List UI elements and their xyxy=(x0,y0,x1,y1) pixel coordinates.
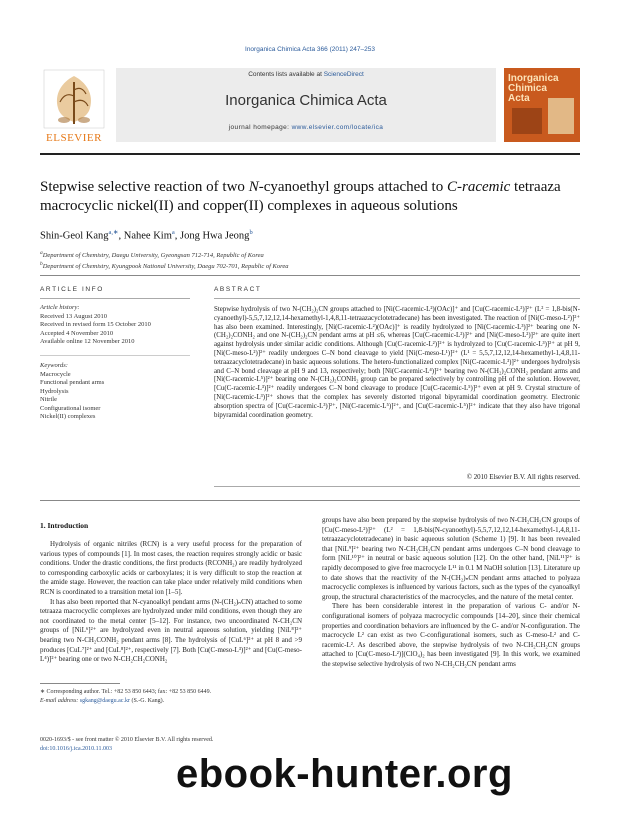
author-affil-sup[interactable]: a,∗ xyxy=(108,229,119,236)
article-history xyxy=(40,304,200,347)
cover-title: Inorganica Chimica Acta xyxy=(508,73,559,104)
divider xyxy=(40,355,190,356)
doi-link[interactable]: doi:10.1016/j.ica.2010.11.003 xyxy=(40,745,112,752)
article-title xyxy=(40,178,580,216)
paragraph: It has also been reported that N-cyanoalkyl pendant arms (N-(CH₂)ₙCN) attached to some tetraaza macrocyclic complexes are hydrolyzed under mild conditions, even though they are not coordinated to the metal center [5–12]. For instance, two uncoordinated N-CH₂CN groups of [NiL⁶]²⁺ are hydrolyzed even in neutral aqueous solution, yielding [NiL⁸]²⁺ bearing two N-CH₂CONH₂ pendant arms [8]. The hydrolysis of [CuL⁶]²⁺ at pH 8 and >9 produces [CuL⁷]²⁺ and [CuL⁸]²⁺, respectively [7]. Both [Cu(C-meso-L³)]²⁺ and [Cu(C-meso-L⁴)]²⁺ bearing one or two N-CH₂CH₂CONH₂ xyxy=(40,597,302,664)
keywords xyxy=(40,362,200,422)
keyword: Functional pendant arms xyxy=(40,379,105,386)
homepage-link[interactable]: www.elsevier.com/locate/ica xyxy=(291,124,384,131)
author-name: Shin-Geol Kang xyxy=(40,230,109,242)
journal-info-band xyxy=(116,68,496,142)
affiliation-sup: b xyxy=(40,261,43,267)
journal-cover-image xyxy=(504,68,580,142)
email-label: E-mail address: xyxy=(40,697,80,704)
journal-reference[interactable]: Inorganica Chimica Acta 366 (2011) 247–253 xyxy=(245,46,375,53)
affiliation xyxy=(40,261,289,270)
keyword: Hydrolysis xyxy=(40,387,69,395)
history-label: Article history: xyxy=(40,304,80,311)
author-affil-sup[interactable]: a xyxy=(171,229,175,236)
divider xyxy=(40,500,580,501)
author-affil-sup[interactable]: b xyxy=(249,229,253,236)
homepage-line xyxy=(116,124,496,131)
keywords-label: Keywords: xyxy=(40,362,68,369)
history-item: Received in revised form 15 October 2010 xyxy=(40,321,151,328)
abstract-heading: ABSTRACT xyxy=(214,286,262,293)
keyword: Configurational isomer xyxy=(40,404,101,412)
history-item: Accepted 4 November 2010 xyxy=(40,329,114,337)
front-matter-line: 0020-1693/$ - see front matter © 2010 Elsevier B.V. All rights reserved. xyxy=(40,737,214,743)
affiliation-sup: a xyxy=(40,250,43,256)
sciencedirect-link[interactable]: ScienceDirect xyxy=(323,71,364,78)
divider xyxy=(40,298,190,299)
journal-name: Inorganica Chimica Acta xyxy=(225,92,387,109)
history-item: Received 13 August 2010 xyxy=(40,312,107,320)
email-line xyxy=(40,697,302,706)
affiliation-text: Department of Chemistry, Kyungpook National University, Daegu 702-701, Republic of Korea xyxy=(42,263,289,271)
doi-block xyxy=(40,736,302,753)
title-part: Stepwise selective reaction of two xyxy=(40,179,249,195)
paragraph: Hydrolysis of organic nitriles (RCN) is a very useful process for the preparation of various types of compounds [1]. In most cases, the reaction requires strongly acidic or basic conditions. Under the drastic conditions, the first products (RCONH₂) are readily hydrolyzed to corresponding carboxylic acids or carboxylates; it is very difficult to stop the reaction at the amide stage. However, the reaction can take place under relatively mild conditions when RCN is coordinated to a transition metal ion [1–5]. xyxy=(40,540,302,596)
divider xyxy=(214,486,580,487)
title-part: N xyxy=(248,179,259,195)
author-name: Jong Hwa Jeong xyxy=(180,230,250,242)
body-column-right xyxy=(322,516,580,670)
contents-line xyxy=(116,71,496,78)
homepage-prefix: journal homepage: xyxy=(228,124,292,131)
corresponding-author: ∗ Corresponding author. Tel.: +82 53 850 6443; fax: +82 53 850 6449. xyxy=(40,689,212,695)
paragraph: There has been considerable interest in the preparation of various C- and/or N-configurational isomers of polyaza macrocyclic compounds [14–20], since their chemical properties and coordination behaviors are influenced by the C- and/or N-configuration. The macrocycle L² can exist as two C-configurational isomers, such as C-meso-L² and C-racemic-L². As described above, the stepwise hydrolysis of two N-CH₂CH₂CN groups attached to [Cu(C-meso-L²)](ClO₄)₂ has been investigated [9]. In this work, we examined the stepwise selective hydrolysis of two N-CH₂CH₂CN pendant arms xyxy=(322,602,580,668)
body-column-left xyxy=(40,540,302,665)
contents-prefix: Contents lists available at xyxy=(248,71,324,78)
article-info-heading: ARTICLE INFO xyxy=(40,286,104,293)
watermark: ebook-hunter.org xyxy=(176,752,513,796)
affiliation-text: Department of Chemistry, Daegu University, Gyeongsan 712-714, Republic of Korea xyxy=(42,252,264,260)
elsevier-logo xyxy=(40,68,108,146)
publisher-name: ELSEVIER xyxy=(46,132,102,144)
title-part: C-racemic xyxy=(446,179,511,195)
email-suffix: (S.-G. Kang). xyxy=(129,697,165,704)
keyword: Nickel(II) complexes xyxy=(40,413,96,420)
title-part: tetraaza macrocyclic nickel(II) and copper(II) complexes in aqueous solutions xyxy=(40,179,561,214)
abstract-text: Stepwise hydrolysis of two N-(CH₂)₂CN groups attached to [Ni(C-racemic-L²)(OAc)]⁺ and [Cu(C-racemic-L²)]²⁺ (L² = 1,8-bis(N-cyanoethyl)-5,5,7,12,12,14-hexamethyl-1,4,8,11-tetraazacyclotetradecane) has been investigated. The reaction of [Ni(C-meso-L²)]²⁺ has also been examined. Interestingly, [Ni(C-racemic-L²)(OAc)]⁺ is readily hydrolyzed to [Ni(C-racemic-L³)]²⁺ bearing one N-(CH₂)₂CONH₂ and one N-(CH₂)₂CN pendant arms at pH ≤6, whereas [Cu(C-racemic-L²)]²⁺ and [Ni(C-meso-L²)]²⁺ are quite inert against hydrolysis under similar acidic conditions. Although [Cu(C-racemic-L²)]²⁺ is hydrolyzed to [Cu(C-racemic-L³)]²⁺ at pH 9, [Ni(C-meso-L²)]²⁺ readily undergoes C–N bond cleavage to yield [Ni(C-meso-L¹)]²⁺ (L¹ = 5,5,7,12,12,14-hexamethyl-1,4,8,11-tetraazacyclotetradecane) in basic aqueous solutions. The hetero-functionalized complex [Ni(C-racemic-L³)]²⁺ undergoes hydrolysis and C–N bond cleavage at pH 9 and 13, respectively; both [Ni(C-racemic-L⁴)]²⁺ bearing two N-(CH₂)₂CONH₂ pendant arms and [Ni(C-racemic-L⁵)]²⁺ bearing one N-(CH₂)₂CONH₂ group can be prepared selectively by controlling pH of the solution. However, [Cu(C-racemic-L³)]²⁺ readily undergoes C–N bond cleavage to produce [Cu(C-racemic-L⁵)]²⁺ even at pH 9. Crystal structure of [Ni(C-racemic-L³)]²⁺ shows that the complex has severely distorted trigonal bipyramidal coordination geometry. Electronic absorption spectra of [Cu(C-racemic-L³)]²⁺, [Ni(C-racemic-L⁵)]²⁺, and [Cu(C-racemic-L⁵)]²⁺ indicate that they also have trigonal bipyramidal coordination geometry. xyxy=(214,306,580,419)
footnote-rule xyxy=(40,683,120,684)
history-item: Available online 12 November 2010 xyxy=(40,338,135,345)
keyword: Macrocycle xyxy=(40,370,71,378)
header-rule xyxy=(40,153,580,155)
journal-header xyxy=(40,66,580,148)
affiliation xyxy=(40,250,264,259)
divider xyxy=(214,298,580,299)
section-heading: 1. Introduction xyxy=(40,521,89,530)
title-part: -cyanoethyl groups attached to xyxy=(258,179,447,195)
author-list: Shin-Geol Kang$^{a,∗}$, Nahee Kim$^a$, Jong Hwa Jeong$^b$ xyxy=(40,229,253,242)
footnotes xyxy=(40,688,302,705)
divider xyxy=(40,275,580,276)
paragraph: groups have also been prepared by the stepwise hydrolysis of two N-CH₂CH₂CN groups of [Cu(C-meso-L²)]²⁺ (L² = 1,8-bis(N-cyanoethyl)-5,5,7,12,12,14-hexamethyl-1,4,8,11-tetraazacyclotetradecane) in basic aqueous solution (Scheme 1) [9]. It has been revealed that [NiL⁹]²⁺ bearing two N-CH₂CH₂CN pendant arms undergoes C–N bond cleavage to form [NiL¹⁰]²⁺ in neutral or basic aqueous solution [12]. On the other hand, [NiL¹¹]²⁺ is rapidly decomposed to give free macrocycle L¹¹ in 0.1 M NaOH solution [13]. Literature up to date shows that the reactivity of the N-(CH₂)ₙCN pendant arms attached to polyaza macrocyclic complexes is influenced by various factors, such as the types of the cyanoalkyl group, the structural characteristics of the macrocycles, and the nature of the metal center. xyxy=(322,516,580,601)
copyright: © 2010 Elsevier B.V. All rights reserved. xyxy=(466,474,580,481)
email-link[interactable]: sgkang@daegu.ac.kr xyxy=(79,697,130,704)
keyword: Nitrile xyxy=(40,396,57,403)
author-name: Nahee Kim xyxy=(123,230,172,242)
